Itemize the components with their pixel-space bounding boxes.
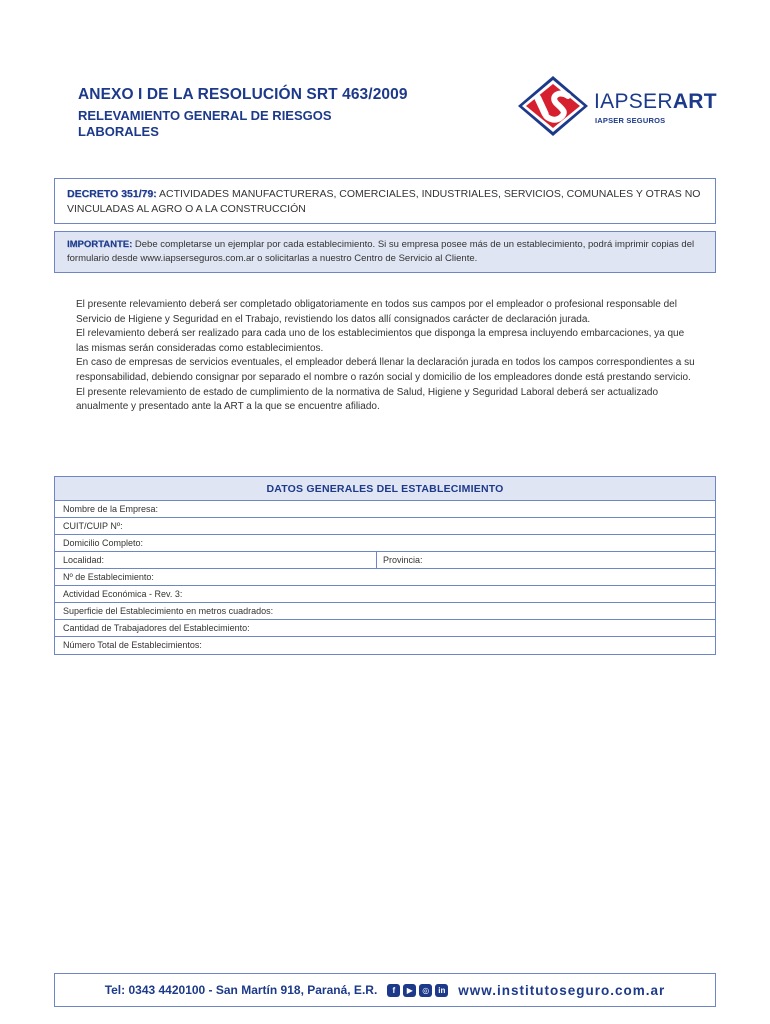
field-total[interactable] bbox=[55, 637, 715, 654]
instructions-paragraph: El presente relevamiento deberá ser completado obligatoriamente en todos sus campos por el empleador o profesional responsable del Servicio de Higiene y Seguridad en el Trabajo, revistiendo los datos allí consignados carácter de declaración jurada. bbox=[76, 299, 677, 325]
field-cuit[interactable] bbox=[55, 518, 715, 535]
field-label: Cantidad de Trabajadores del Establecimiento: bbox=[63, 623, 250, 633]
logo-wordmark: IAPSERART bbox=[594, 90, 717, 113]
decreto-label: DECRETO 351/79: bbox=[67, 188, 157, 200]
field-localidad-provincia bbox=[55, 552, 715, 569]
linkedin-icon[interactable]: in bbox=[435, 984, 448, 997]
datos-generales-table bbox=[54, 476, 716, 655]
field-n-establecimiento[interactable] bbox=[55, 569, 715, 586]
instructions-paragraph: En caso de empresas de servicios eventuales, el empleador deberá llenar la declaración jurada en todos los campos correspondientes a su responsabilidad, debiendo consignar por separado el nombre o razón social y domicilio de los empleadores donde está prestando servicio. bbox=[76, 357, 695, 383]
logo-tagline: IAPSER SEGUROS bbox=[595, 116, 666, 125]
field-label: Nombre de la Empresa: bbox=[63, 504, 159, 514]
field-superficie[interactable] bbox=[55, 603, 715, 620]
importante-text: Debe completarse un ejemplar por cada establecimiento. Si su empresa posee más de un establecimiento, podrá imprimir copias del formulario desde www.iapserseguros.com.ar o solicitarlas a nuestro Centro de Servicio al Cliente. bbox=[67, 239, 695, 264]
iapser-emblem-icon bbox=[516, 74, 590, 138]
field-label: Nº de Establecimiento: bbox=[63, 572, 154, 582]
field-label: Domicilio Completo: bbox=[63, 538, 144, 548]
field-label: Superficie del Establecimiento en metros cuadrados: bbox=[63, 606, 274, 616]
importante-box bbox=[54, 231, 716, 273]
social-icons bbox=[387, 984, 448, 997]
document-subtitle: RELEVAMIENTO GENERAL DE RIESGOS LABORALES bbox=[78, 108, 332, 139]
decreto-text: ACTIVIDADES MANUFACTURERAS, COMERCIALES, INDUSTRIALES, SERVICIOS, COMUNALES Y OTRAS NO VINCULADAS AL AGRO O A LA CONSTRUCCIÓN bbox=[67, 188, 701, 215]
field-empresa[interactable] bbox=[55, 501, 715, 518]
field-provincia[interactable]: Provincia: bbox=[376, 552, 715, 568]
instagram-icon[interactable]: ◎ bbox=[419, 984, 432, 997]
footer-website-link[interactable]: www.institutoseguro.com.ar bbox=[458, 982, 666, 998]
youtube-icon[interactable]: ▶ bbox=[403, 984, 416, 997]
facebook-icon[interactable]: f bbox=[387, 984, 400, 997]
field-actividad[interactable] bbox=[55, 586, 715, 603]
instructions-text bbox=[76, 298, 696, 415]
document-title: ANEXO I DE LA RESOLUCIÓN SRT 463/2009 bbox=[78, 86, 408, 103]
field-label: Actividad Económica - Rev. 3: bbox=[63, 589, 183, 599]
footer-contact: Tel: 0343 4420100 - San Martín 918, Paraná, E.R. bbox=[104, 983, 378, 997]
instructions-paragraph: El presente relevamiento de estado de cumplimiento de la normativa de Salud, Higiene y Seguridad Laboral deberá ser actualizado anualmente y presentado ante la ART a la que se encuentre afiliado. bbox=[76, 386, 659, 413]
field-trabajadores[interactable] bbox=[55, 620, 715, 637]
field-localidad[interactable]: Localidad: bbox=[63, 555, 105, 565]
iapser-art-logo bbox=[516, 74, 716, 138]
table-heading: DATOS GENERALES DEL ESTABLECIMIENTO bbox=[55, 477, 715, 501]
decreto-box bbox=[54, 178, 716, 224]
field-label: Número Total de Establecimientos: bbox=[63, 640, 202, 650]
field-label: CUIT/CUIP Nº: bbox=[63, 521, 123, 531]
footer bbox=[54, 973, 716, 1007]
document-header bbox=[78, 86, 458, 140]
instructions-paragraph: El relevamiento deberá ser realizado para cada uno de los establecimientos que disponga la empresa incluyendo embarcaciones, ya que las mismas serán consideradas como establecimientos. bbox=[76, 328, 685, 354]
field-domicilio[interactable] bbox=[55, 535, 715, 552]
importante-label: IMPORTANTE: bbox=[67, 239, 133, 250]
